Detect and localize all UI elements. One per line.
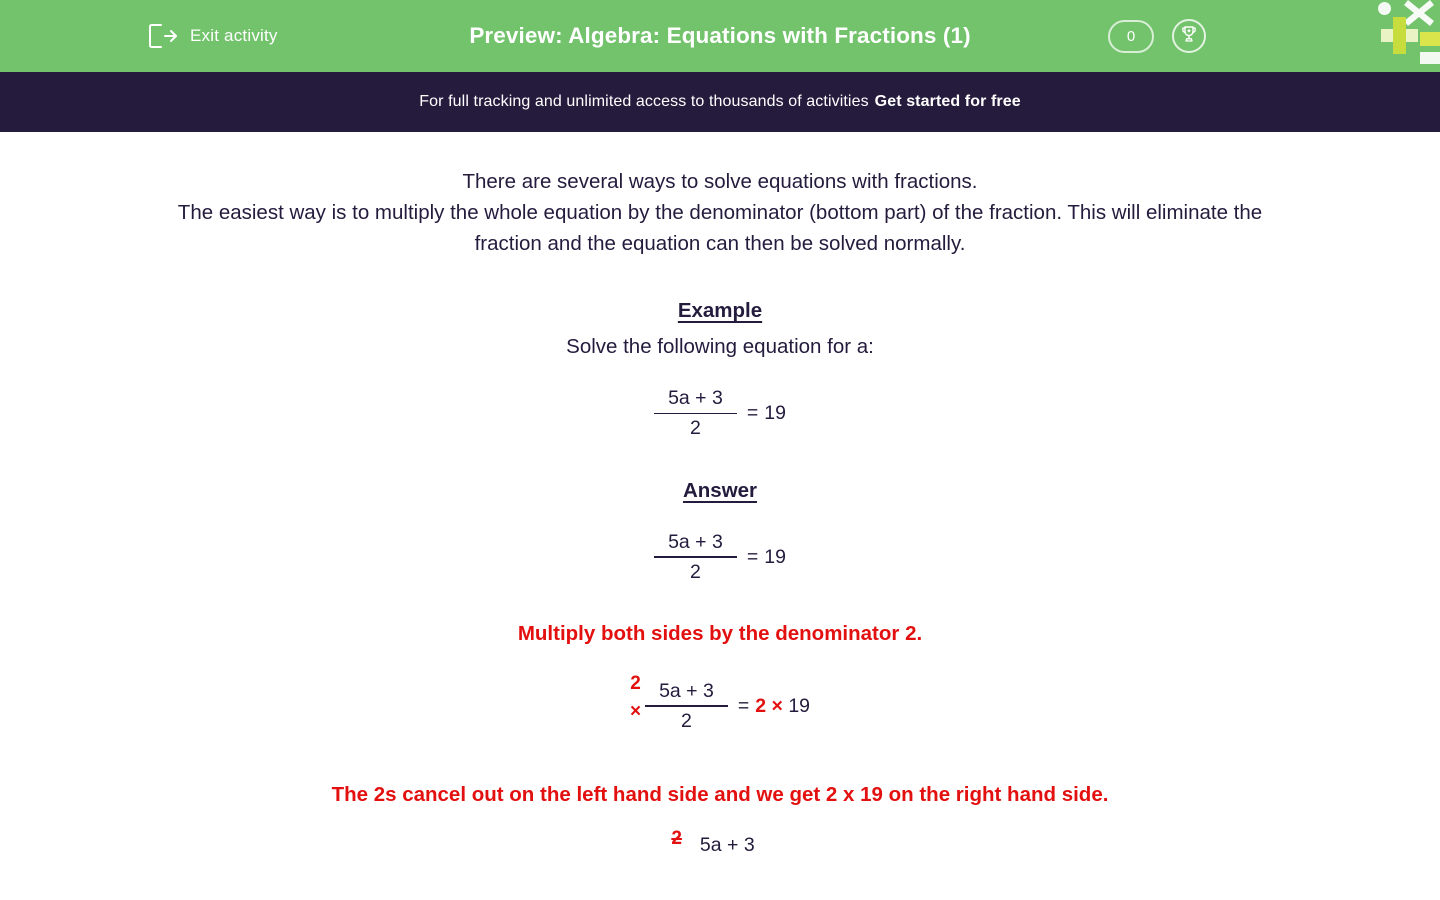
decoration-cross-icon	[1404, 0, 1434, 26]
fraction-denominator: 2	[681, 710, 692, 733]
exit-activity-button[interactable]	[148, 23, 278, 49]
intro-text	[145, 166, 1295, 259]
example-heading: Example	[677, 299, 763, 322]
fraction-answer-step-2	[645, 679, 728, 733]
fraction-denominator: 2	[690, 417, 701, 440]
fraction-numerator: 5a + 3	[668, 387, 723, 409]
equation-answer-step-2	[0, 670, 1440, 743]
equation-right-side: 19	[764, 545, 786, 568]
intro-line-1: There are several ways to solve equations with fractions.	[462, 170, 978, 193]
exit-activity-label: Exit activity	[190, 26, 278, 45]
score-value: 0	[1126, 27, 1136, 45]
left-multiplier-value: 2	[630, 673, 641, 695]
fraction-denominator: 2	[690, 560, 701, 583]
activity-content	[0, 132, 1440, 871]
equation-answer-step-3	[0, 825, 1440, 871]
right-multiplier-value: 2	[755, 695, 767, 718]
page-title: Preview: Algebra: Equations with Fractions (1)	[469, 23, 971, 48]
app-header	[0, 0, 1440, 72]
promo-text: For full tracking and unlimited access to thousands of activities	[419, 93, 869, 110]
note-cancel: The 2s cancel out on the left hand side and we get 2 x 19 on the right hand side.	[331, 783, 1109, 807]
answer-heading: Answer	[682, 478, 758, 502]
left-multiplier-value-cancelled: 2	[671, 828, 682, 850]
header-right-group	[1108, 0, 1440, 72]
exit-arrow-icon	[148, 23, 178, 49]
right-operand-value: 19	[788, 695, 811, 718]
equals-sign: =	[737, 695, 750, 718]
equals-sign: =	[746, 545, 759, 568]
note-multiply: Multiply both sides by the denominator 2.	[517, 622, 923, 646]
fraction-numerator: 5a + 3	[668, 530, 723, 553]
left-multiplier-times-icon: ×	[629, 700, 642, 722]
fraction-example	[654, 389, 737, 439]
equation-right-side	[755, 695, 810, 718]
equation-answer-step-1	[0, 530, 1440, 583]
equation-right-side: 19	[764, 402, 786, 425]
trophy-icon	[1179, 24, 1199, 49]
equation-example	[0, 389, 1440, 439]
equals-sign: =	[746, 402, 759, 425]
intro-line-2: The easiest way is to multiply the whole equation by the denominator (bottom part) of the fraction. This will eliminate the fraction and the equation can then be solved normally.	[177, 201, 1263, 255]
fraction-numerator: 5a + 3	[659, 679, 714, 702]
decoration-rect-white-icon	[1420, 52, 1440, 64]
header-decoration	[1362, 0, 1440, 72]
right-multiplier-times-icon: ×	[771, 695, 783, 718]
example-prompt: Solve the following equation for a:	[566, 335, 874, 358]
promo-banner	[0, 72, 1440, 132]
left-multiplier-group	[630, 670, 641, 725]
trophy-button[interactable]	[1172, 19, 1206, 53]
fraction-answer-step-3	[686, 836, 769, 860]
left-multiplier-group-cancelled	[671, 825, 682, 853]
fraction-answer-step-1	[654, 530, 737, 583]
score-badge[interactable]	[1108, 20, 1154, 53]
decoration-rect-yellow-icon	[1420, 32, 1440, 46]
fraction-numerator: 5a + 3	[699, 834, 755, 857]
get-started-link[interactable]: Get started for free	[874, 93, 1021, 110]
decoration-plus-center-icon	[1393, 29, 1406, 42]
decoration-circle-icon	[1378, 2, 1391, 15]
